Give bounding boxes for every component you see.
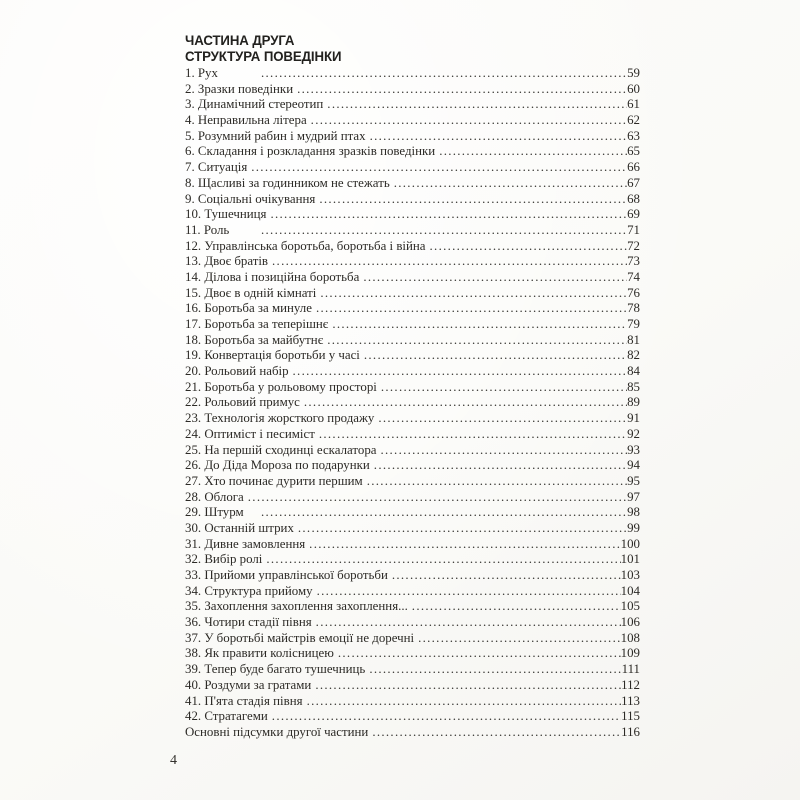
toc-entry-page: 78 xyxy=(627,301,640,316)
toc-row xyxy=(185,458,640,474)
toc-entry-label: 10. Тушечниця xyxy=(185,207,267,222)
toc-dot-leader xyxy=(304,395,627,410)
toc-entry-page: 98 xyxy=(627,505,640,520)
toc-entry-page: 79 xyxy=(627,317,640,331)
toc-row xyxy=(185,395,640,411)
toc-entry-label: 4. Неправильна літера xyxy=(185,113,307,128)
toc-dot-leader xyxy=(293,364,628,379)
toc-dot-leader xyxy=(319,427,627,442)
toc-entry-page: 81 xyxy=(627,332,640,347)
toc-entry-label: 12. Управлінська боротьба, боротьба і війна xyxy=(185,238,426,253)
toc-dot-leader xyxy=(272,254,627,269)
toc-dot-leader xyxy=(298,521,627,536)
toc-dot-leader xyxy=(381,380,627,395)
toc-entry-page: 93 xyxy=(627,442,640,457)
toc-row xyxy=(185,474,640,490)
toc-row xyxy=(185,615,640,631)
toc-entry-page: 108 xyxy=(620,630,640,645)
table-of-contents xyxy=(185,33,640,741)
part-title: ЧАСТИНА ДРУГА xyxy=(185,33,295,48)
toc-entry-label: 13. Двоє братів xyxy=(185,254,269,269)
toc-row xyxy=(185,160,640,176)
toc-row xyxy=(185,646,640,662)
toc-entry-label: 25. На першій сходинці ескалатора xyxy=(185,442,377,457)
toc-entry-label: 34. Структура прийому xyxy=(185,583,313,598)
toc-entry-page: 71 xyxy=(627,222,640,237)
toc-entry-label: 32. Вибір ролі xyxy=(185,552,263,567)
toc-dot-leader xyxy=(370,129,628,144)
toc-entry-page: 116 xyxy=(621,724,640,739)
toc-entry-label: 27. Хто починає дурити першим xyxy=(185,473,363,488)
toc-dot-leader xyxy=(418,631,621,646)
toc-dot-leader xyxy=(392,568,621,583)
toc-entry-label: 20. Рольовий набір xyxy=(185,364,289,379)
toc-entry-label: 3. Динамічний стереотип xyxy=(185,97,324,112)
toc-row xyxy=(185,537,640,553)
toc-entry-page: 92 xyxy=(627,426,640,441)
toc-dot-leader xyxy=(439,144,627,159)
section-title: СТРУКТУРА ПОВЕДІНКИ xyxy=(185,49,342,64)
toc-row xyxy=(185,694,640,710)
toc-entry-label: 5. Розумний рабин і мудрий птах xyxy=(185,128,366,143)
toc-entry-label: 30. Останній штрих xyxy=(185,520,294,535)
toc-entry-page: 73 xyxy=(627,254,640,269)
toc-entry-page: 101 xyxy=(620,552,640,567)
toc-entry-page: 60 xyxy=(627,81,640,96)
toc-entry-page: 67 xyxy=(627,175,640,190)
toc-entry-page: 66 xyxy=(627,160,640,175)
toc-entry-page: 112 xyxy=(621,677,640,692)
toc-entry-page: 99 xyxy=(627,520,640,535)
toc-row xyxy=(185,348,640,364)
toc-dot-leader xyxy=(327,97,627,112)
page-number: 4 xyxy=(170,753,177,768)
toc-dot-leader xyxy=(316,301,627,316)
toc-entry-label: 24. Оптиміст і песиміст xyxy=(185,426,315,441)
toc-entry-label: 11. Роль xyxy=(185,222,230,237)
toc-row xyxy=(185,317,640,333)
toc-row xyxy=(185,254,640,270)
toc-entry-page: 76 xyxy=(627,285,640,300)
toc-dot-leader xyxy=(261,66,627,81)
toc-entry-page: 111 xyxy=(621,662,640,677)
toc-dot-leader xyxy=(309,537,620,552)
toc-dot-leader xyxy=(316,615,621,630)
toc-dot-leader xyxy=(372,725,621,740)
toc-row xyxy=(185,207,640,223)
toc-entry-page: 69 xyxy=(627,207,640,222)
toc-row xyxy=(185,443,640,459)
toc-row xyxy=(185,552,640,568)
toc-entry-label: 18. Боротьба за майбутнє xyxy=(185,332,324,347)
toc-entry-label: 31. Дивне замовлення xyxy=(185,536,306,551)
toc-dot-leader xyxy=(412,599,621,614)
toc-row xyxy=(185,599,640,615)
toc-entry-page: 113 xyxy=(621,693,640,708)
toc-dot-leader xyxy=(307,694,622,709)
toc-row xyxy=(185,584,640,600)
toc-row xyxy=(185,505,640,521)
toc-row xyxy=(185,490,640,506)
toc-dot-leader xyxy=(374,458,627,473)
toc-dot-leader xyxy=(332,317,627,332)
toc-entry-page: 84 xyxy=(627,364,640,379)
toc-entry-page: 115 xyxy=(621,709,640,724)
toc-entry-page: 82 xyxy=(627,348,640,363)
toc-entry-label: 38. Як правити колісницею xyxy=(185,646,334,661)
toc-row xyxy=(185,176,640,192)
toc-row xyxy=(185,380,640,396)
toc-row xyxy=(185,568,640,584)
toc-entry-label: 8. Щасливі за годинником не стежать xyxy=(185,175,390,190)
toc-entry-page: 97 xyxy=(627,489,640,504)
toc-dot-leader xyxy=(266,552,620,567)
toc-dot-leader xyxy=(380,443,627,458)
toc-row xyxy=(185,129,640,145)
toc-row xyxy=(185,82,640,98)
toc-entry-page: 105 xyxy=(620,599,640,614)
toc-dot-leader xyxy=(363,270,627,285)
toc-entry-page: 91 xyxy=(627,411,640,426)
toc-entry-label: 42. Стратагеми xyxy=(185,709,268,724)
toc-dot-leader xyxy=(378,411,627,426)
toc-dot-leader xyxy=(327,333,627,348)
toc-row xyxy=(185,301,640,317)
toc-dot-leader xyxy=(394,176,627,191)
toc-entry-label: 35. Захоплення захоплення захоплення... xyxy=(185,599,408,614)
toc-dot-leader xyxy=(369,662,621,677)
toc-entry-page: 100 xyxy=(620,536,640,551)
toc-entry-label: 14. Ділова і позиційна боротьба xyxy=(185,269,360,284)
toc-row xyxy=(185,411,640,427)
toc-row xyxy=(185,725,640,741)
toc-dot-leader xyxy=(272,709,621,724)
toc-entry-page: 89 xyxy=(627,395,640,410)
toc-entry-label: 21. Боротьба у рольовому просторі xyxy=(185,379,377,394)
toc-entry-label: 39. Тепер буде багато тушечниць xyxy=(185,662,366,677)
toc-entry-page: 62 xyxy=(627,113,640,128)
toc-row xyxy=(185,223,640,239)
toc-row xyxy=(185,270,640,286)
toc-entry-label: 22. Рольовий примус xyxy=(185,395,300,410)
toc-list xyxy=(185,66,640,741)
toc-row xyxy=(185,113,640,129)
toc-dot-leader xyxy=(430,239,628,254)
toc-entry-page: 68 xyxy=(627,191,640,206)
toc-entry-label: 15. Двоє в одній кімнаті xyxy=(185,285,317,300)
toc-dot-leader xyxy=(311,113,627,128)
toc-entry-page: 63 xyxy=(627,128,640,143)
toc-entry-label: 6. Складання і розкладання зразків поведінки xyxy=(185,144,436,159)
toc-entry-label: 9. Соціальні очікування xyxy=(185,191,316,206)
toc-entry-page: 95 xyxy=(627,473,640,488)
toc-entry-label: 26. До Діда Мороза по подарунки xyxy=(185,458,370,473)
toc-entry-label: 41. П'ята стадія півня xyxy=(185,693,303,708)
toc-dot-leader xyxy=(297,82,627,97)
toc-entry-label: Основні підсумки другої частини xyxy=(185,724,369,739)
toc-dot-leader xyxy=(261,223,627,238)
toc-dot-leader xyxy=(320,286,627,301)
toc-entry-page: 65 xyxy=(627,144,640,159)
toc-entry-label: 33. Прийоми управлінської боротьби xyxy=(185,568,388,582)
toc-entry-label: 7. Ситуація xyxy=(185,160,248,175)
toc-row xyxy=(185,333,640,349)
toc-entry-label: 17. Боротьба за теперішнє xyxy=(185,317,329,331)
toc-entry-page: 104 xyxy=(620,583,640,598)
toc-entry-page: 85 xyxy=(627,379,640,394)
toc-entry-label: 36. Чотири стадії півня xyxy=(185,615,312,630)
toc-entry-label: 29. Штурм xyxy=(185,505,244,520)
toc-row xyxy=(185,364,640,380)
toc-entry-page: 94 xyxy=(627,458,640,473)
toc-entry-label: 16. Боротьба за минуле xyxy=(185,301,312,316)
toc-entry-page: 59 xyxy=(627,66,640,80)
toc-row xyxy=(185,709,640,725)
toc-dot-leader xyxy=(315,678,621,693)
toc-dot-leader xyxy=(367,474,627,489)
toc-entry-label: 37. У боротьбі майстрів емоції не доречні xyxy=(185,630,415,645)
toc-entry-label: 23. Технологія жорсткого продажу xyxy=(185,411,375,426)
toc-dot-leader xyxy=(270,207,627,222)
toc-row xyxy=(185,144,640,160)
toc-row xyxy=(185,192,640,208)
toc-row xyxy=(185,678,640,694)
toc-dot-leader xyxy=(251,160,627,175)
toc-entry-label: 19. Конвертація боротьби у часі xyxy=(185,348,360,363)
toc-entry-label: 1. Рух xyxy=(185,66,218,80)
toc-row xyxy=(185,97,640,113)
toc-dot-leader xyxy=(261,505,627,520)
toc-entry-page: 109 xyxy=(620,646,640,661)
toc-entry-label: 40. Роздуми за гратами xyxy=(185,677,312,692)
toc-entry-page: 103 xyxy=(620,568,640,582)
toc-row xyxy=(185,239,640,255)
toc-entry-page: 106 xyxy=(620,615,640,630)
toc-entry-page: 61 xyxy=(627,97,640,112)
toc-row xyxy=(185,662,640,678)
toc-entry-label: 28. Облога xyxy=(185,489,244,504)
toc-row xyxy=(185,521,640,537)
toc-row xyxy=(185,427,640,443)
toc-dot-leader xyxy=(364,348,627,363)
toc-entry-page: 72 xyxy=(627,238,640,253)
toc-row xyxy=(185,631,640,647)
toc-entry-page: 74 xyxy=(627,269,640,284)
toc-dot-leader xyxy=(338,646,621,661)
toc-dot-leader xyxy=(319,192,627,207)
toc-row xyxy=(185,286,640,302)
toc-dot-leader xyxy=(317,584,621,599)
toc-entry-label: 2. Зразки поведінки xyxy=(185,81,294,96)
toc-dot-leader xyxy=(248,490,627,505)
toc-row xyxy=(185,66,640,82)
